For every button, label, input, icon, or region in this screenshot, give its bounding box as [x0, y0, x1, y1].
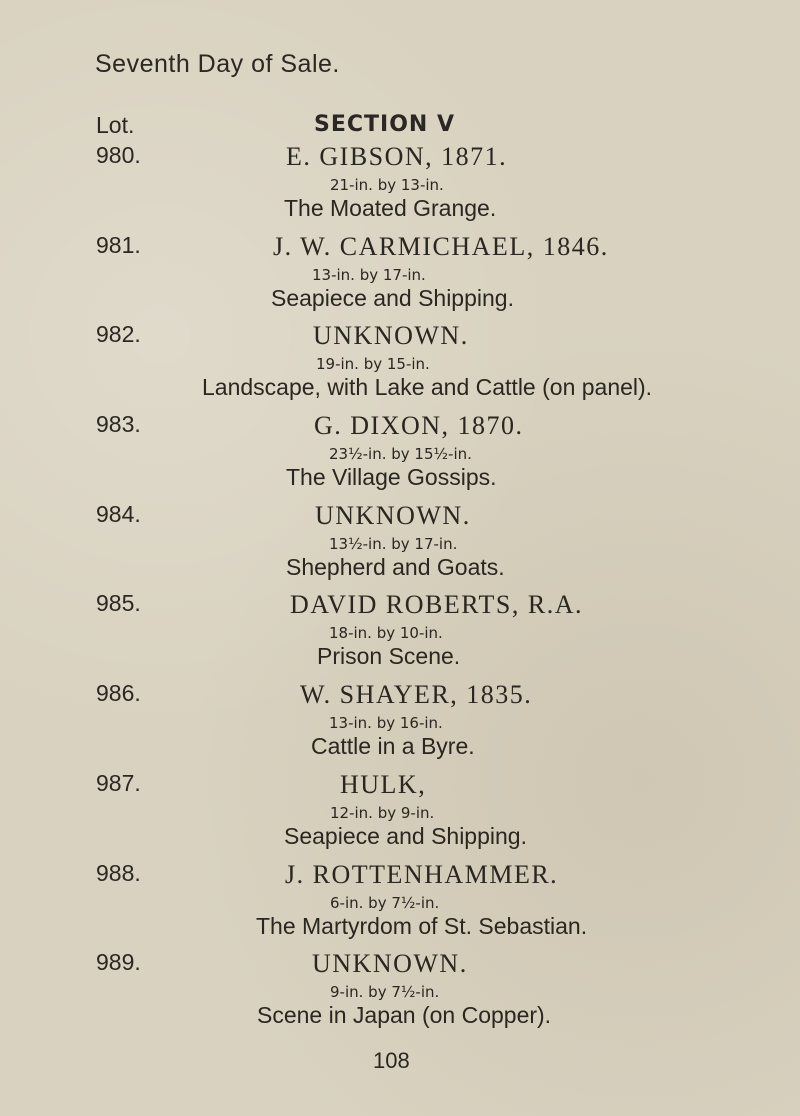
painting-title: Shepherd and Goats.: [286, 554, 505, 580]
lot-number: 982.: [96, 321, 141, 347]
artist-name: UNKNOWN.: [313, 321, 469, 350]
lot-entry: [0, 949, 800, 1059]
artist-name: W. SHAYER, 1835.: [300, 680, 533, 709]
dimensions: 18-in. by 10-in.: [329, 624, 443, 642]
lot-number: 984.: [96, 501, 141, 527]
artist-name: E. GIBSON, 1871.: [286, 142, 508, 171]
lot-number: 986.: [96, 680, 141, 706]
painting-title: Landscape, with Lake and Cattle (on panel).: [202, 374, 653, 400]
painting-title: The Martyrdom of St. Sebastian.: [256, 913, 588, 939]
artist-name: UNKNOWN.: [315, 501, 471, 530]
lot-number: 987.: [96, 770, 141, 796]
painting-title: Seapiece and Shipping.: [284, 823, 527, 849]
lot-column-label: Lot.: [96, 112, 135, 138]
artist-name: UNKNOWN.: [312, 949, 468, 978]
lot-number: 981.: [96, 232, 141, 258]
painting-title: The Village Gossips.: [286, 464, 497, 490]
dimensions: 21-in. by 13-in.: [330, 176, 444, 194]
artist-name: J. W. CARMICHAEL, 1846.: [273, 232, 609, 261]
artist-name: DAVID ROBERTS, R.A.: [290, 590, 583, 619]
dimensions: 13½-in. by 17-in.: [329, 535, 458, 553]
lot-number: 985.: [96, 590, 141, 616]
painting-title: Seapiece and Shipping.: [271, 285, 514, 311]
artist-name: J. ROTTENHAMMER.: [285, 860, 559, 889]
page-number: 108: [373, 1048, 410, 1073]
painting-title: The Moated Grange.: [284, 195, 497, 221]
page-header: Seventh Day of Sale.: [95, 50, 340, 78]
section-title: SECTION V: [314, 112, 456, 137]
dimensions: 13-in. by 16-in.: [329, 714, 443, 732]
artist-name: G. DIXON, 1870.: [314, 411, 524, 440]
artist-name: HULK,: [340, 770, 427, 799]
painting-title: Scene in Japan (on Copper).: [257, 1002, 552, 1028]
painting-title: Cattle in a Byre.: [311, 733, 475, 759]
lot-number: 983.: [96, 411, 141, 437]
dimensions: 9-in. by 7½-in.: [330, 983, 440, 1001]
painting-title: Prison Scene.: [317, 643, 461, 669]
dimensions: 6-in. by 7½-in.: [330, 894, 440, 912]
lot-number: 988.: [96, 860, 141, 886]
dimensions: 19-in. by 15-in.: [316, 355, 430, 373]
dimensions: 12-in. by 9-in.: [330, 804, 435, 822]
lot-number: 989.: [96, 949, 141, 975]
dimensions: 23½-in. by 15½-in.: [329, 445, 472, 463]
dimensions: 13-in. by 17-in.: [312, 266, 426, 284]
lot-number: 980.: [96, 142, 141, 168]
